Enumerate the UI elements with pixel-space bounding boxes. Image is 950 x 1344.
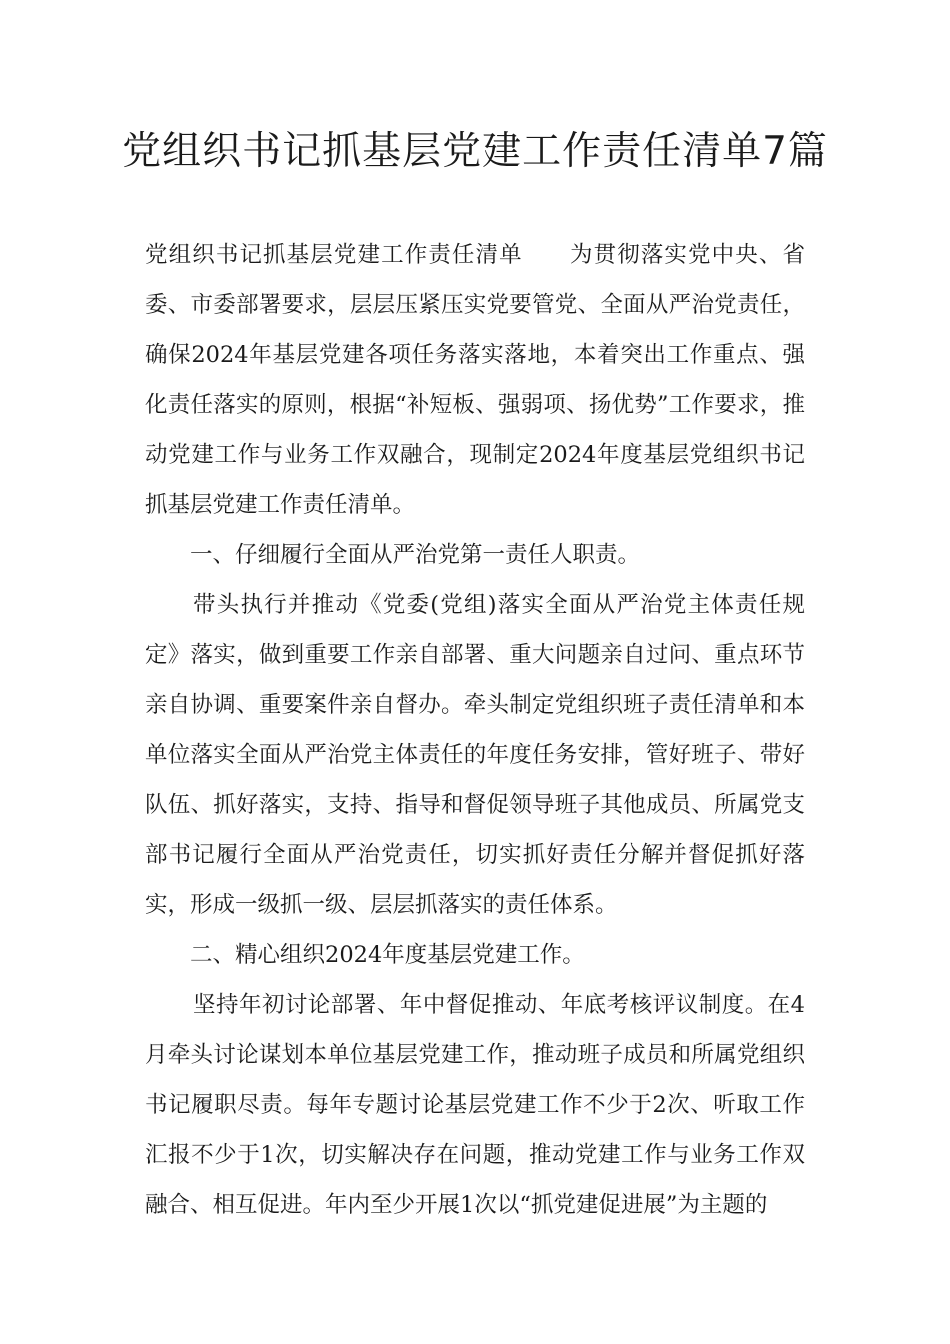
document-body bbox=[145, 230, 805, 1230]
section-heading-2: 二、精心组织2024年度基层党建工作。 bbox=[190, 942, 585, 968]
section-paragraph-2: 坚持年初讨论部署、年中督促推动、年底考核评议制度。在4月牵头讨论谋划本单位基层党建工作，推动班子成员和所属党组织书记履职尽责。每年专题讨论基层党建工作不少于2次、听取工作汇报不少于1次，切实解决存在问题，推动党建工作与业务工作双融合、相互促进。年内至少开展1次以“抓党建促进展”为主题的 bbox=[145, 992, 805, 1218]
section-heading-1: 一、仔细履行全面从严治党第一责任人职责。 bbox=[190, 542, 641, 568]
document-title: 党组织书记抓基层党建工作责任清单7篇 bbox=[122, 129, 828, 174]
intro-paragraph: 党组织书记抓基层党建工作责任清单 为贯彻落实党中央、省委、市委部署要求，层层压紧压实党要管党、全面从严治党责任，确保2024年基层党建各项任务落实落地，本着突出工作重点、强化责任落实的原则，根据“补短板、强弱项、扬优势”工作要求，推动党建工作与业务工作双融合，现制定2024年度基层党组织书记抓基层党建工作责任清单。 bbox=[145, 242, 805, 518]
section-paragraph-1: 带头执行并推动《党委(党组)落实全面从严治党主体责任规定》落实，做到重要工作亲自部署、重大问题亲自过问、重点环节亲自协调、重要案件亲自督办。牵头制定党组织班子责任清单和本单位落实全面从严治党主体责任的年度任务安排，管好班子、带好队伍、抓好落实，支持、指导和督促领导班子其他成员、所属党支部书记履行全面从严治党责任，切实抓好责任分解并督促抓好落实，形成一级抓一级、层层抓落实的责任体系。 bbox=[145, 592, 805, 918]
